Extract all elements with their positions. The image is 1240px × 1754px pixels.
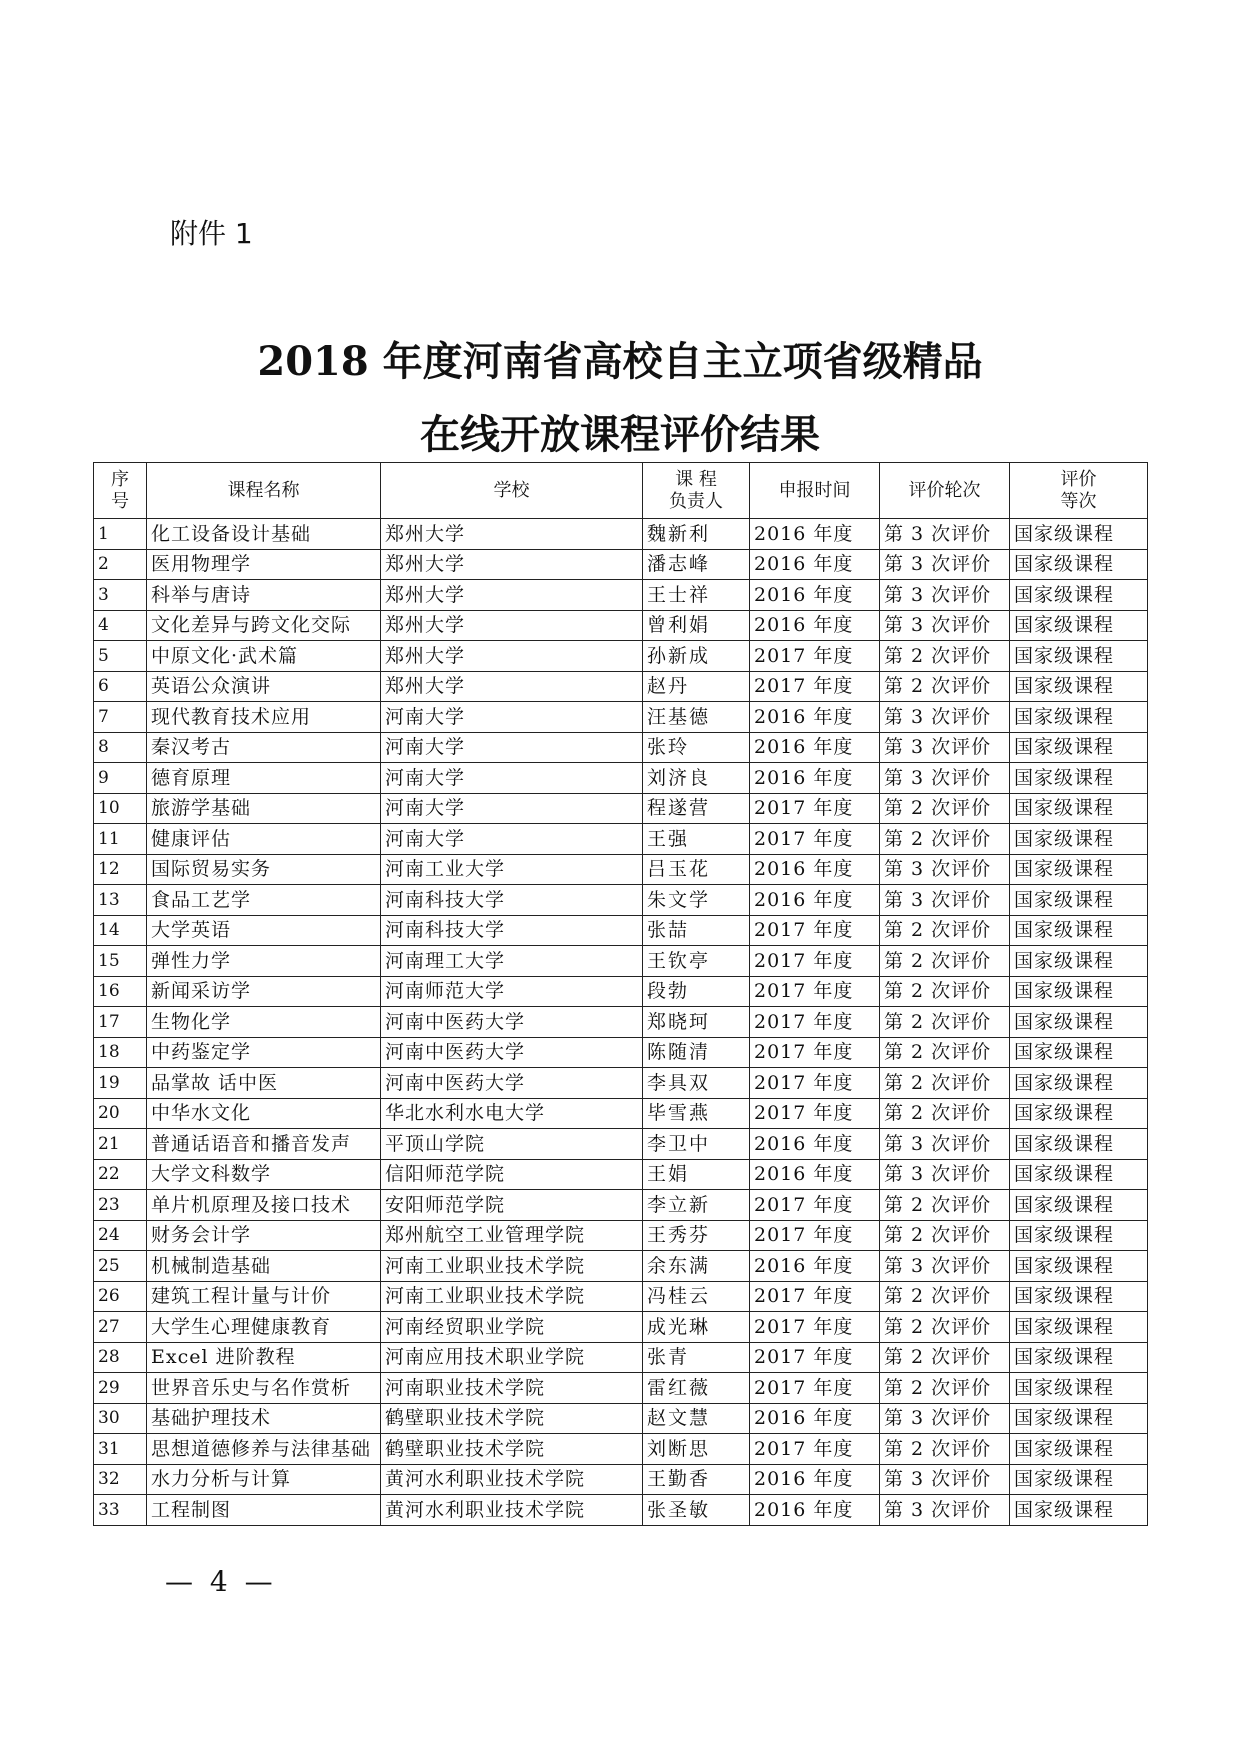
cell-year: 2016 年度 <box>750 610 880 641</box>
cell-num: 2 <box>94 549 147 580</box>
table-row <box>94 1281 1148 1312</box>
table-row <box>94 793 1148 824</box>
table-row <box>94 1464 1148 1495</box>
cell-course: 财务会计学 <box>147 1220 381 1251</box>
cell-school: 河南工业职业技术学院 <box>381 1251 643 1282</box>
cell-num: 4 <box>94 610 147 641</box>
cell-year: 2016 年度 <box>750 1251 880 1282</box>
cell-course: 大学生心理健康教育 <box>147 1312 381 1343</box>
cell-grade: 国家级课程 <box>1010 854 1148 885</box>
cell-person: 陈随清 <box>643 1037 750 1068</box>
cell-grade: 国家级课程 <box>1010 946 1148 977</box>
cell-person: 刘断思 <box>643 1434 750 1465</box>
cell-grade: 国家级课程 <box>1010 580 1148 611</box>
cell-round: 第 2 次评价 <box>880 915 1010 946</box>
table-row <box>94 580 1148 611</box>
cell-num: 30 <box>94 1403 147 1434</box>
cell-grade: 国家级课程 <box>1010 1403 1148 1434</box>
cell-school: 郑州大学 <box>381 610 643 641</box>
table-row <box>94 1251 1148 1282</box>
cell-course: 基础护理技术 <box>147 1403 381 1434</box>
table-row <box>94 1373 1148 1404</box>
document-title-line2: 在线开放课程评价结果 <box>420 411 820 458</box>
cell-course: 科举与唐诗 <box>147 580 381 611</box>
cell-school: 郑州大学 <box>381 641 643 672</box>
cell-round: 第 3 次评价 <box>880 1495 1010 1526</box>
cell-year: 2017 年度 <box>750 1037 880 1068</box>
cell-course: 世界音乐史与名作赏析 <box>147 1373 381 1404</box>
cell-person: 郑晓珂 <box>643 1007 750 1038</box>
cell-school: 河南大学 <box>381 702 643 733</box>
cell-person: 程遂营 <box>643 793 750 824</box>
cell-grade: 国家级课程 <box>1010 1190 1148 1221</box>
cell-round: 第 3 次评价 <box>880 854 1010 885</box>
cell-round: 第 3 次评价 <box>880 1403 1010 1434</box>
cell-round: 第 3 次评价 <box>880 885 1010 916</box>
cell-round: 第 2 次评价 <box>880 671 1010 702</box>
cell-course: 建筑工程计量与计价 <box>147 1281 381 1312</box>
cell-person: 张圣敏 <box>643 1495 750 1526</box>
cell-course: 工程制图 <box>147 1495 381 1526</box>
cell-course: 普通话语音和播音发声 <box>147 1129 381 1160</box>
cell-year: 2016 年度 <box>750 1129 880 1160</box>
table-row <box>94 946 1148 977</box>
cell-school: 郑州大学 <box>381 580 643 611</box>
cell-round: 第 2 次评价 <box>880 793 1010 824</box>
cell-round: 第 2 次评价 <box>880 1098 1010 1129</box>
cell-school: 郑州大学 <box>381 549 643 580</box>
cell-grade: 国家级课程 <box>1010 1251 1148 1282</box>
cell-course: 新闻采访学 <box>147 976 381 1007</box>
cell-person: 雷红薇 <box>643 1373 750 1404</box>
cell-school: 黄河水利职业技术学院 <box>381 1495 643 1526</box>
cell-school: 河南工业大学 <box>381 854 643 885</box>
cell-grade: 国家级课程 <box>1010 732 1148 763</box>
cell-round: 第 3 次评价 <box>880 549 1010 580</box>
cell-school: 河南大学 <box>381 763 643 794</box>
header-school: 学校 <box>381 463 643 519</box>
table-row <box>94 610 1148 641</box>
cell-round: 第 3 次评价 <box>880 519 1010 550</box>
table-row <box>94 732 1148 763</box>
cell-num: 28 <box>94 1342 147 1373</box>
cell-person: 王秀芬 <box>643 1220 750 1251</box>
cell-grade: 国家级课程 <box>1010 1312 1148 1343</box>
cell-course: 文化差异与跨文化交际 <box>147 610 381 641</box>
cell-num: 24 <box>94 1220 147 1251</box>
cell-year: 2016 年度 <box>750 885 880 916</box>
cell-grade: 国家级课程 <box>1010 702 1148 733</box>
header-year: 申报时间 <box>750 463 880 519</box>
table-row <box>94 1007 1148 1038</box>
cell-person: 余东满 <box>643 1251 750 1282</box>
cell-person: 王强 <box>643 824 750 855</box>
cell-course: 英语公众演讲 <box>147 671 381 702</box>
table-row <box>94 1159 1148 1190</box>
cell-num: 22 <box>94 1159 147 1190</box>
cell-school: 安阳师范学院 <box>381 1190 643 1221</box>
table-row <box>94 1037 1148 1068</box>
cell-course: 中药鉴定学 <box>147 1037 381 1068</box>
cell-year: 2017 年度 <box>750 824 880 855</box>
cell-year: 2016 年度 <box>750 702 880 733</box>
attachment-label: 附件 1 <box>170 217 253 250</box>
cell-course: 生物化学 <box>147 1007 381 1038</box>
cell-course: 化工设备设计基础 <box>147 519 381 550</box>
cell-school: 河南中医药大学 <box>381 1007 643 1038</box>
table-row <box>94 915 1148 946</box>
header-round: 评价轮次 <box>880 463 1010 519</box>
table-row <box>94 1098 1148 1129</box>
cell-grade: 国家级课程 <box>1010 793 1148 824</box>
table-row <box>94 1312 1148 1343</box>
cell-num: 31 <box>94 1434 147 1465</box>
cell-course: 健康评估 <box>147 824 381 855</box>
cell-round: 第 2 次评价 <box>880 641 1010 672</box>
cell-school: 河南科技大学 <box>381 885 643 916</box>
header-grade: 评价 等次 <box>1010 463 1148 519</box>
cell-school: 黄河水利职业技术学院 <box>381 1464 643 1495</box>
cell-year: 2017 年度 <box>750 641 880 672</box>
cell-school: 河南应用技术职业学院 <box>381 1342 643 1373</box>
cell-person: 赵文慧 <box>643 1403 750 1434</box>
table-row <box>94 702 1148 733</box>
cell-year: 2017 年度 <box>750 1312 880 1343</box>
cell-course: 中华水文化 <box>147 1098 381 1129</box>
cell-grade: 国家级课程 <box>1010 763 1148 794</box>
table-row <box>94 976 1148 1007</box>
cell-round: 第 2 次评价 <box>880 1007 1010 1038</box>
cell-grade: 国家级课程 <box>1010 1068 1148 1099</box>
cell-round: 第 2 次评价 <box>880 1373 1010 1404</box>
cell-grade: 国家级课程 <box>1010 1129 1148 1160</box>
cell-person: 段勃 <box>643 976 750 1007</box>
cell-year: 2017 年度 <box>750 1098 880 1129</box>
cell-person: 冯桂云 <box>643 1281 750 1312</box>
cell-num: 10 <box>94 793 147 824</box>
cell-year: 2016 年度 <box>750 1464 880 1495</box>
cell-grade: 国家级课程 <box>1010 1373 1148 1404</box>
table-row <box>94 854 1148 885</box>
cell-school: 平顶山学院 <box>381 1129 643 1160</box>
cell-school: 河南经贸职业学院 <box>381 1312 643 1343</box>
cell-year: 2017 年度 <box>750 1373 880 1404</box>
cell-school: 河南中医药大学 <box>381 1037 643 1068</box>
cell-person: 王勤香 <box>643 1464 750 1495</box>
cell-num: 3 <box>94 580 147 611</box>
cell-course: 国际贸易实务 <box>147 854 381 885</box>
cell-grade: 国家级课程 <box>1010 519 1148 550</box>
cell-num: 8 <box>94 732 147 763</box>
cell-year: 2017 年度 <box>750 1281 880 1312</box>
cell-person: 赵丹 <box>643 671 750 702</box>
cell-school: 河南大学 <box>381 793 643 824</box>
cell-course: 医用物理学 <box>147 549 381 580</box>
cell-num: 21 <box>94 1129 147 1160</box>
cell-round: 第 3 次评价 <box>880 1464 1010 1495</box>
cell-person: 潘志峰 <box>643 549 750 580</box>
cell-year: 2016 年度 <box>750 1159 880 1190</box>
cell-year: 2016 年度 <box>750 732 880 763</box>
cell-year: 2017 年度 <box>750 946 880 977</box>
cell-round: 第 3 次评价 <box>880 1159 1010 1190</box>
cell-grade: 国家级课程 <box>1010 824 1148 855</box>
table-row <box>94 1434 1148 1465</box>
table-row <box>94 1403 1148 1434</box>
cell-grade: 国家级课程 <box>1010 1342 1148 1373</box>
cell-school: 郑州大学 <box>381 519 643 550</box>
cell-year: 2017 年度 <box>750 1434 880 1465</box>
cell-school: 鹤壁职业技术学院 <box>381 1403 643 1434</box>
cell-school: 河南大学 <box>381 824 643 855</box>
results-table <box>93 462 1148 1526</box>
cell-person: 汪基德 <box>643 702 750 733</box>
cell-year: 2016 年度 <box>750 580 880 611</box>
cell-num: 11 <box>94 824 147 855</box>
cell-year: 2016 年度 <box>750 854 880 885</box>
cell-round: 第 2 次评价 <box>880 1342 1010 1373</box>
cell-person: 王钦亭 <box>643 946 750 977</box>
table-row <box>94 1129 1148 1160</box>
cell-course: 秦汉考古 <box>147 732 381 763</box>
header-course: 课程名称 <box>147 463 381 519</box>
cell-year: 2017 年度 <box>750 915 880 946</box>
cell-grade: 国家级课程 <box>1010 1434 1148 1465</box>
cell-school: 河南中医药大学 <box>381 1068 643 1099</box>
cell-year: 2017 年度 <box>750 976 880 1007</box>
cell-school: 河南职业技术学院 <box>381 1373 643 1404</box>
cell-year: 2017 年度 <box>750 1007 880 1038</box>
cell-num: 20 <box>94 1098 147 1129</box>
cell-grade: 国家级课程 <box>1010 1159 1148 1190</box>
cell-num: 16 <box>94 976 147 1007</box>
cell-round: 第 2 次评价 <box>880 1037 1010 1068</box>
table-row <box>94 519 1148 550</box>
cell-school: 郑州大学 <box>381 671 643 702</box>
cell-person: 毕雪燕 <box>643 1098 750 1129</box>
table-row <box>94 763 1148 794</box>
document-title-line1: 2018 年度河南省高校自主立项省级精品 <box>257 338 983 385</box>
cell-course: 机械制造基础 <box>147 1251 381 1282</box>
cell-grade: 国家级课程 <box>1010 610 1148 641</box>
cell-school: 郑州航空工业管理学院 <box>381 1220 643 1251</box>
cell-person: 孙新成 <box>643 641 750 672</box>
table-row <box>94 1068 1148 1099</box>
cell-course: 食品工艺学 <box>147 885 381 916</box>
cell-num: 7 <box>94 702 147 733</box>
cell-course: 思想道德修养与法律基础 <box>147 1434 381 1465</box>
cell-person: 魏新利 <box>643 519 750 550</box>
cell-grade: 国家级课程 <box>1010 671 1148 702</box>
cell-course: 现代教育技术应用 <box>147 702 381 733</box>
table-header-row <box>94 463 1148 519</box>
cell-school: 河南大学 <box>381 732 643 763</box>
cell-round: 第 2 次评价 <box>880 1220 1010 1251</box>
cell-person: 王士祥 <box>643 580 750 611</box>
cell-round: 第 2 次评价 <box>880 946 1010 977</box>
cell-round: 第 2 次评价 <box>880 1190 1010 1221</box>
cell-round: 第 2 次评价 <box>880 1312 1010 1343</box>
cell-school: 信阳师范学院 <box>381 1159 643 1190</box>
cell-round: 第 3 次评价 <box>880 1251 1010 1282</box>
cell-course: Excel 进阶教程 <box>147 1342 381 1373</box>
cell-grade: 国家级课程 <box>1010 1464 1148 1495</box>
table-row <box>94 1220 1148 1251</box>
cell-year: 2017 年度 <box>750 1068 880 1099</box>
cell-person: 成光琳 <box>643 1312 750 1343</box>
cell-course: 德育原理 <box>147 763 381 794</box>
cell-year: 2016 年度 <box>750 519 880 550</box>
cell-round: 第 3 次评价 <box>880 1129 1010 1160</box>
cell-num: 25 <box>94 1251 147 1282</box>
cell-year: 2017 年度 <box>750 1220 880 1251</box>
cell-person: 吕玉花 <box>643 854 750 885</box>
cell-round: 第 2 次评价 <box>880 1434 1010 1465</box>
cell-num: 33 <box>94 1495 147 1526</box>
cell-round: 第 2 次评价 <box>880 1068 1010 1099</box>
cell-school: 河南师范大学 <box>381 976 643 1007</box>
cell-num: 5 <box>94 641 147 672</box>
cell-course: 弹性力学 <box>147 946 381 977</box>
cell-round: 第 2 次评价 <box>880 824 1010 855</box>
cell-num: 29 <box>94 1373 147 1404</box>
cell-grade: 国家级课程 <box>1010 1037 1148 1068</box>
cell-year: 2016 年度 <box>750 1403 880 1434</box>
cell-course: 大学文科数学 <box>147 1159 381 1190</box>
cell-person: 李卫中 <box>643 1129 750 1160</box>
cell-person: 刘济良 <box>643 763 750 794</box>
results-table-body <box>94 519 1148 1526</box>
cell-num: 32 <box>94 1464 147 1495</box>
table-row <box>94 824 1148 855</box>
table-row <box>94 1190 1148 1221</box>
table-row <box>94 641 1148 672</box>
cell-num: 15 <box>94 946 147 977</box>
cell-year: 2017 年度 <box>750 1342 880 1373</box>
table-row <box>94 671 1148 702</box>
cell-year: 2017 年度 <box>750 1190 880 1221</box>
cell-school: 河南理工大学 <box>381 946 643 977</box>
cell-year: 2016 年度 <box>750 1495 880 1526</box>
cell-grade: 国家级课程 <box>1010 915 1148 946</box>
cell-course: 品掌故 话中医 <box>147 1068 381 1099</box>
cell-year: 2016 年度 <box>750 763 880 794</box>
cell-round: 第 2 次评价 <box>880 1281 1010 1312</box>
cell-num: 6 <box>94 671 147 702</box>
cell-school: 河南工业职业技术学院 <box>381 1281 643 1312</box>
cell-person: 王娟 <box>643 1159 750 1190</box>
cell-school: 河南科技大学 <box>381 915 643 946</box>
cell-school: 鹤壁职业技术学院 <box>381 1434 643 1465</box>
header-num: 序 号 <box>94 463 147 519</box>
cell-num: 1 <box>94 519 147 550</box>
cell-person: 张青 <box>643 1342 750 1373</box>
cell-year: 2017 年度 <box>750 671 880 702</box>
cell-person: 张玲 <box>643 732 750 763</box>
cell-course: 旅游学基础 <box>147 793 381 824</box>
cell-person: 李立新 <box>643 1190 750 1221</box>
cell-grade: 国家级课程 <box>1010 1007 1148 1038</box>
cell-grade: 国家级课程 <box>1010 1220 1148 1251</box>
cell-round: 第 3 次评价 <box>880 732 1010 763</box>
cell-course: 单片机原理及接口技术 <box>147 1190 381 1221</box>
table-row <box>94 1495 1148 1526</box>
cell-grade: 国家级课程 <box>1010 1281 1148 1312</box>
cell-num: 18 <box>94 1037 147 1068</box>
cell-round: 第 3 次评价 <box>880 580 1010 611</box>
header-person: 课 程 负责人 <box>643 463 750 519</box>
cell-num: 23 <box>94 1190 147 1221</box>
table-row <box>94 549 1148 580</box>
cell-round: 第 3 次评价 <box>880 702 1010 733</box>
cell-school: 华北水利水电大学 <box>381 1098 643 1129</box>
cell-num: 9 <box>94 763 147 794</box>
cell-person: 朱文学 <box>643 885 750 916</box>
cell-course: 水力分析与计算 <box>147 1464 381 1495</box>
cell-grade: 国家级课程 <box>1010 641 1148 672</box>
table-row <box>94 1342 1148 1373</box>
cell-num: 12 <box>94 854 147 885</box>
cell-grade: 国家级课程 <box>1010 1495 1148 1526</box>
cell-num: 14 <box>94 915 147 946</box>
cell-round: 第 2 次评价 <box>880 976 1010 1007</box>
cell-grade: 国家级课程 <box>1010 1098 1148 1129</box>
cell-round: 第 3 次评价 <box>880 763 1010 794</box>
table-row <box>94 885 1148 916</box>
cell-person: 李具双 <box>643 1068 750 1099</box>
cell-course: 大学英语 <box>147 915 381 946</box>
cell-num: 13 <box>94 885 147 916</box>
cell-grade: 国家级课程 <box>1010 549 1148 580</box>
cell-person: 曾利娟 <box>643 610 750 641</box>
cell-year: 2017 年度 <box>750 793 880 824</box>
cell-round: 第 3 次评价 <box>880 610 1010 641</box>
cell-person: 张喆 <box>643 915 750 946</box>
cell-year: 2016 年度 <box>750 549 880 580</box>
cell-num: 17 <box>94 1007 147 1038</box>
page-number: — 4 — <box>165 1565 277 1598</box>
cell-num: 26 <box>94 1281 147 1312</box>
cell-course: 中原文化·武术篇 <box>147 641 381 672</box>
cell-grade: 国家级课程 <box>1010 976 1148 1007</box>
cell-num: 27 <box>94 1312 147 1343</box>
cell-num: 19 <box>94 1068 147 1099</box>
cell-grade: 国家级课程 <box>1010 885 1148 916</box>
